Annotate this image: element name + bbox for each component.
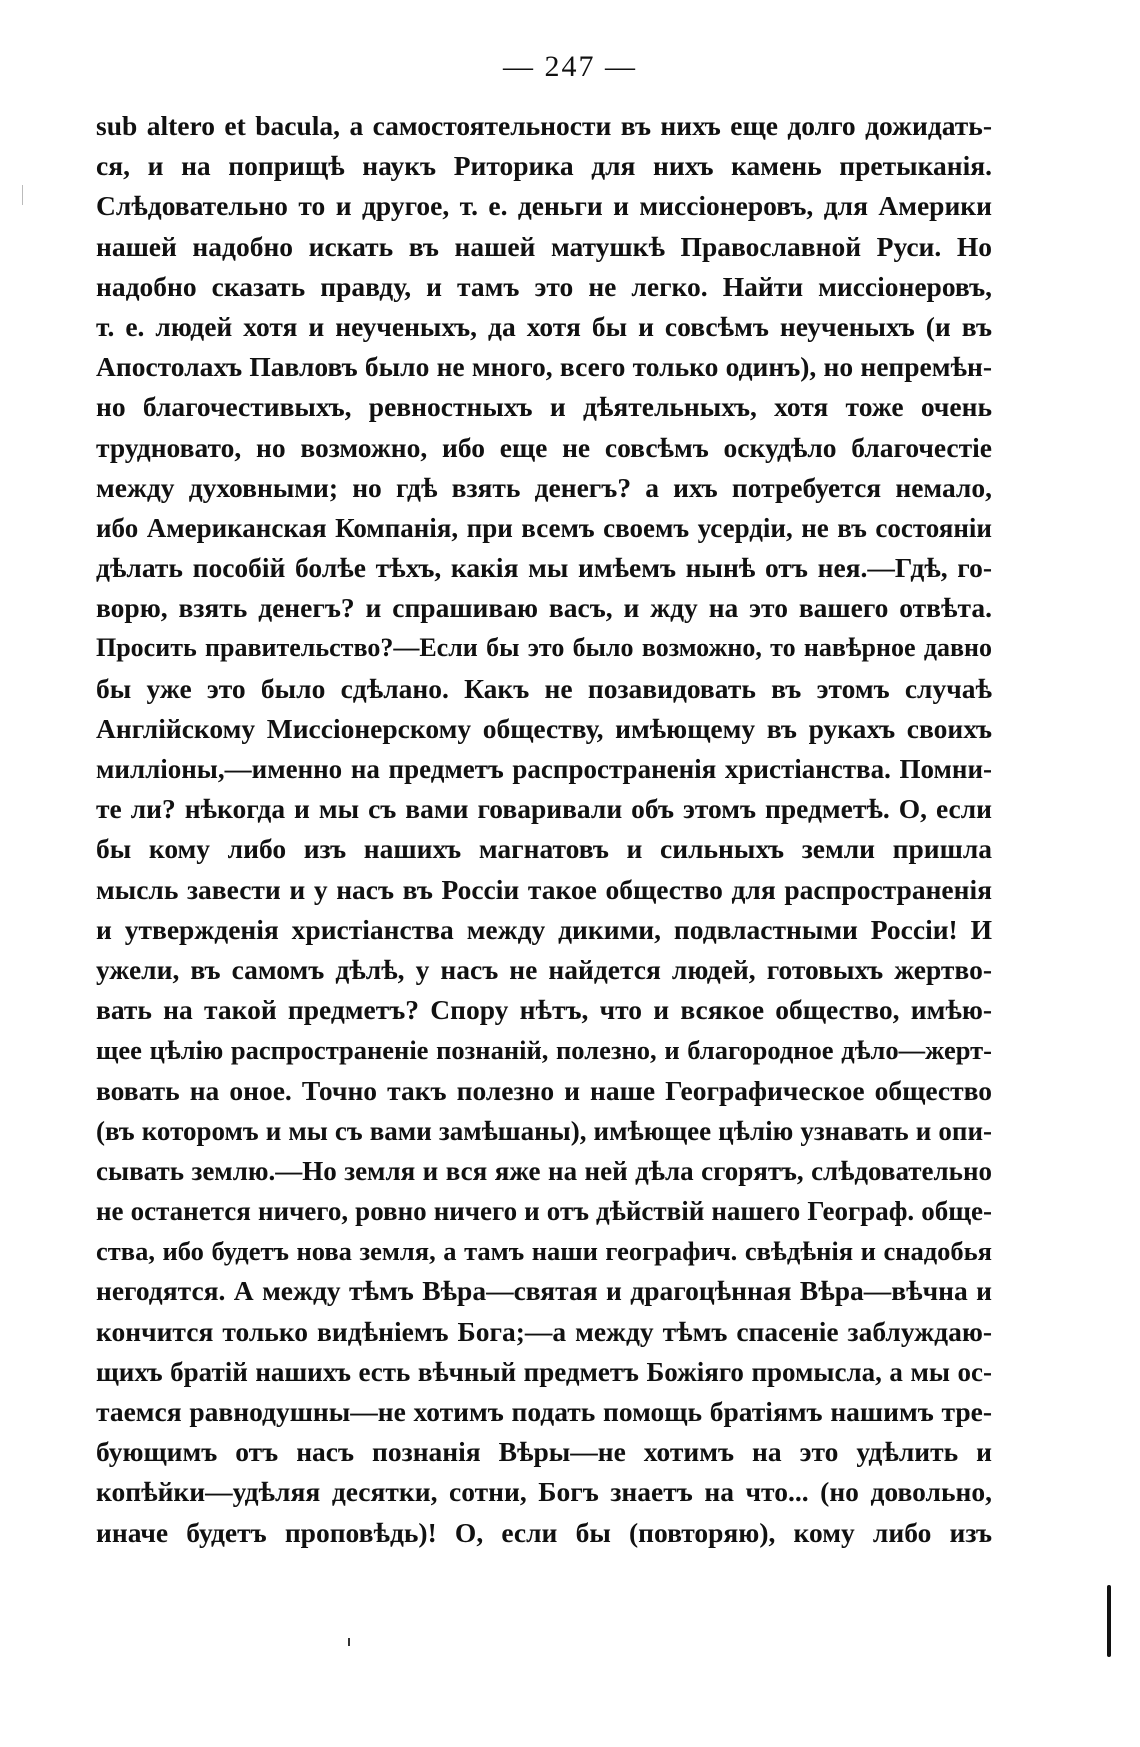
text-line: трудновато, но возможно, ибо еще не совсѣмъ оскудѣло благочестіе <box>96 431 992 463</box>
text-line: таемся равнодушны—не хотимъ подать помощь братіямъ нашимъ тре- <box>96 1396 992 1427</box>
text-line: бы кому либо изъ нашихъ магнатовъ и сильныхъ земли пришла <box>96 833 992 865</box>
text-line: ства, ибо будетъ нова земля, а тамъ наши географич. свѣдѣнія и снадобья <box>96 1236 992 1267</box>
text-line: Англійскому Миссіонерскому обществу, имѣющему въ рукахъ своихъ <box>96 712 992 744</box>
body-text <box>96 106 992 1553</box>
text-line: но благочестивыхъ, ревностныхъ и дѣятельныхъ, хотя тоже очень <box>96 391 992 423</box>
text-line: негодятся. А между тѣмъ Вѣра—святая и драгоцѣнная Вѣра—вѣчна и <box>96 1275 992 1307</box>
margin-mark <box>22 185 23 205</box>
text-line: милліоны,—именно на предметъ распространенія христіанства. Помни- <box>96 754 992 784</box>
text-line: ибо Американская Компанія, при всемъ своемъ усердіи, не въ состояніи <box>96 512 992 543</box>
text-line: (въ которомъ и мы съ вами замѣшаны), имѣющее цѣлію узнавать и опи- <box>96 1115 992 1146</box>
text-line: не останется ничего, ровно ничего и отъ дѣйствій нашего Географ. обще- <box>96 1196 992 1227</box>
text-line: т. е. людей хотя и неученыхъ, да хотя бы и совсѣмъ неученыхъ (и въ <box>96 310 992 342</box>
text-line: бы уже это было сдѣлано. Какъ не позавидовать въ этомъ случаѣ <box>96 672 992 704</box>
text-line: ся, и на поприщѣ наукъ Риторика для нихъ камень претыканія. <box>96 150 992 182</box>
text-line: дѣлать пособій болѣе тѣхъ, какія мы имѣемъ нынѣ отъ нея.—Гдѣ, го- <box>96 552 992 584</box>
text-line: сывать землю.—Но земля и вся яже на ней дѣла сгорятъ, слѣдовательно <box>96 1155 992 1186</box>
text-line: между духовными; но гдѣ взять денегъ? а ихъ потребуется немало, <box>96 471 992 503</box>
binding-edge-mark <box>1107 1585 1111 1657</box>
text-line: и утвержденія христіанства между дикими, подвластными Россіи! И <box>96 913 992 945</box>
text-line: мысль завести и у насъ въ Россіи такое общество для распространенія <box>96 873 992 905</box>
text-line: иначе будетъ проповѣдь)! О, если бы (повторяю), кому либо изъ <box>96 1516 992 1548</box>
text-line: те ли? нѣкогда и мы съ вами говаривали объ этомъ предметѣ. О, если <box>96 793 992 825</box>
text-line: вовать на оное. Точно такъ полезно и наше Географическое общество <box>96 1074 992 1106</box>
text-line: щее цѣлію распространеніе познаній, полезно, и благородное дѣло—жерт- <box>96 1035 992 1066</box>
text-line: Апостолахъ Павловъ было не много, всего только одинъ), но непремѣн- <box>96 351 992 383</box>
text-line: Просить правительство?—Если бы это было возможно, то навѣрное давно <box>96 633 992 663</box>
text-line: щихъ братій нашихъ есть вѣчный предметъ Божіяго промысла, а мы ос- <box>96 1356 992 1387</box>
text-line: нашей надобно искать въ нашей матушкѣ Православной Руси. Но <box>96 230 992 262</box>
text-line: бующимъ отъ насъ познанія Вѣры—не хотимъ на это удѣлить и <box>96 1436 992 1468</box>
text-line: sub altero et bacula, а самостоятельности въ нихъ еще долго дожидать- <box>96 110 992 141</box>
text-line: кончится только видѣніемъ Бога;—а между тѣмъ спасеніе заблуждаю- <box>96 1315 992 1347</box>
text-line: вать на такой предметъ? Спору нѣтъ, что и всякое общество, имѣю- <box>96 994 992 1026</box>
text-line: копѣйки—удѣляя десятки, сотни, Богъ знаетъ на что... (но довольно, <box>96 1476 992 1508</box>
page-number: — 247 — <box>503 50 637 83</box>
text-line: надобно сказать правду, и тамъ это не легко. Найти миссіонеровъ, <box>96 270 992 302</box>
text-line: ужели, въ самомъ дѣлѣ, у насъ не найдется людей, готовыхъ жертво- <box>96 953 992 985</box>
text-line: Слѣдовательно то и другое, т. е. деньги и миссіонеровъ, для Америки <box>96 190 992 222</box>
text-line: ворю, взять денегъ? и спрашиваю васъ, и жду на это вашего отвѣта. <box>96 592 992 624</box>
ink-speck <box>348 1638 350 1646</box>
